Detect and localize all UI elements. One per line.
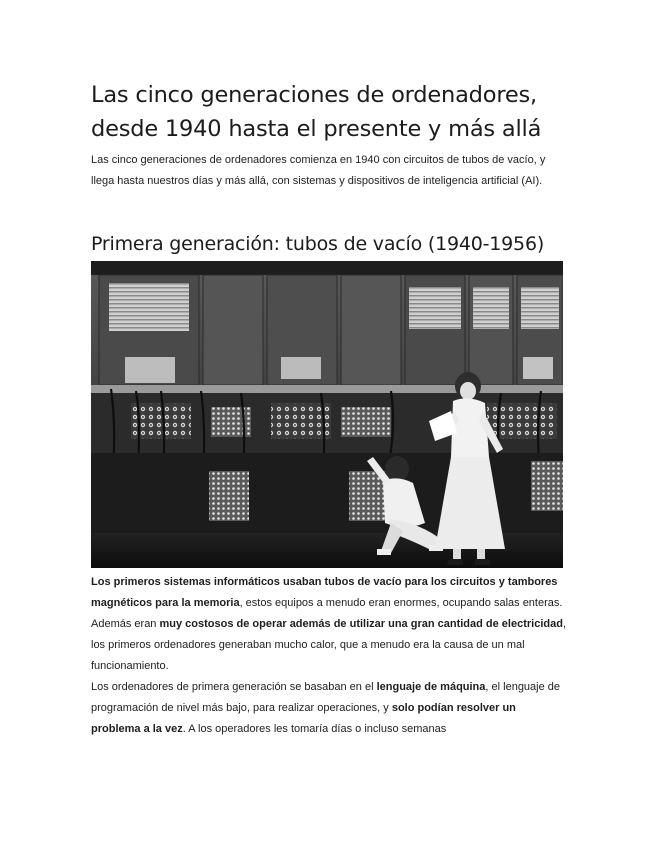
text-run: . A los operadores les tomaría días o incluso semanas bbox=[182, 723, 447, 735]
paragraph-1 bbox=[91, 572, 567, 677]
bold-text: Los primeros sistemas informáticos usaban tubos de vacío para los circuitos y tambores magnéticos para la memoria bbox=[91, 576, 558, 609]
bold-text: solo podían resolver un problema a la vez bbox=[91, 702, 516, 735]
intro-paragraph: Las cinco generaciones de ordenadores comienza en 1940 con circuitos de tubos de vacío, y llega hasta nuestros días y más allá, con sistemas y dispositivos de inteligencia artificial (AI). bbox=[91, 154, 546, 187]
bold-text: muy costosos de operar además de utilizar una gran cantidad de electricidad bbox=[159, 618, 563, 630]
bold-text: lenguaje de máquina bbox=[376, 681, 486, 693]
section-body bbox=[91, 572, 567, 740]
text-run: , estos equipos a menudo eran enormes, ocupando salas enteras. Además eran bbox=[91, 597, 563, 630]
document-title: Las cinco generaciones de ordenadores, desde 1940 hasta el presente y más allá bbox=[91, 82, 542, 142]
eniac-photo bbox=[91, 261, 563, 568]
section-heading-first-generation: Primera generación: tubos de vacío (1940-1956) bbox=[91, 233, 545, 255]
text-run: Los ordenadores de primera generación se basaban en el bbox=[91, 681, 377, 693]
text-run: , los primeros ordenadores generaban mucho calor, que a menudo era la causa de un mal funcionamiento. bbox=[91, 618, 567, 672]
text-run: , el lenguaje de programación de nivel más bajo, para realizar operaciones, y bbox=[91, 681, 561, 714]
paragraph-2 bbox=[91, 677, 567, 740]
